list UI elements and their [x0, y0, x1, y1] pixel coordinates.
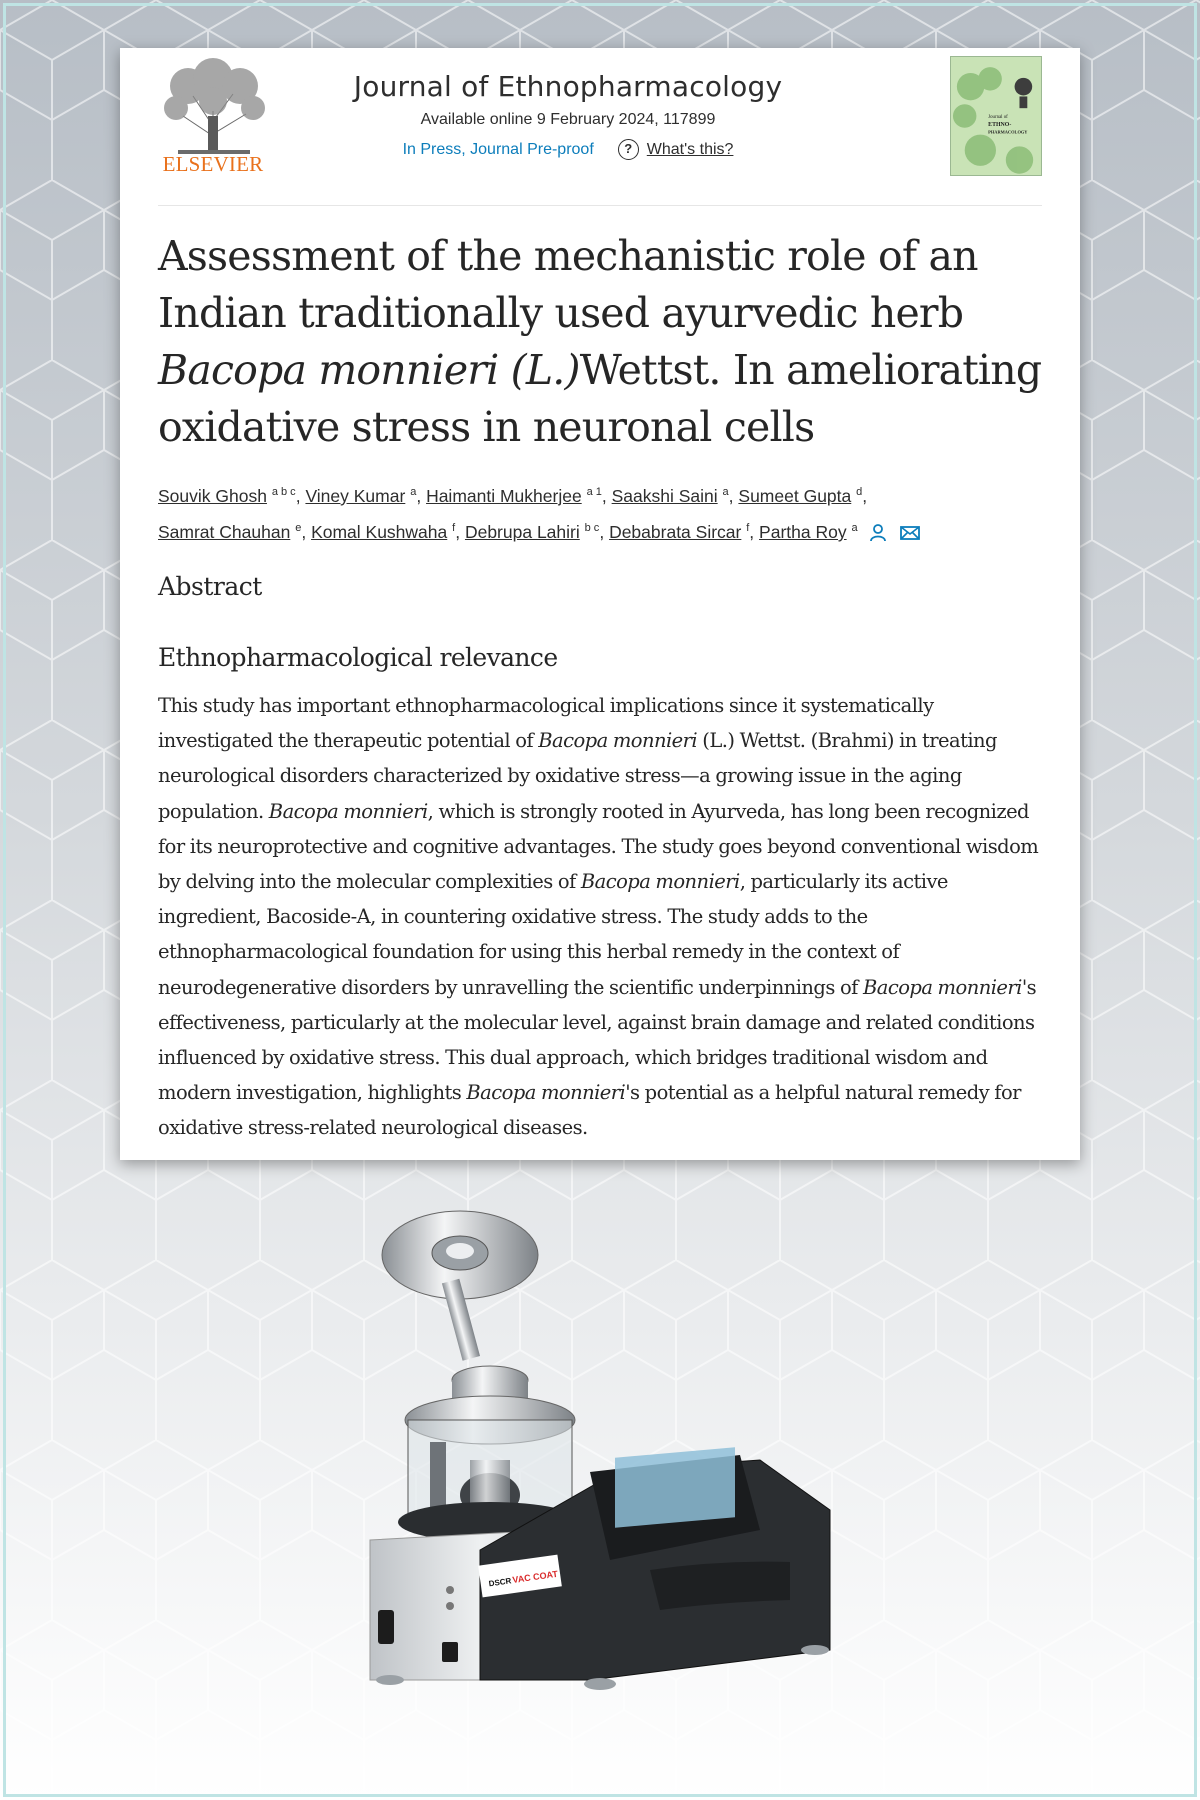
device-label-model: DSCR: [488, 1576, 512, 1589]
species-name: Bacopa monnieri: [268, 799, 428, 823]
author-entry[interactable]: [465, 522, 609, 542]
author-separator: ,: [862, 486, 868, 506]
abstract-text: 's potential as a helpful natural remedy for oxidative stress-related neurological diseases.: [158, 1081, 1021, 1140]
author-separator: ,: [295, 486, 301, 506]
section-heading: Ethnopharmacological relevance: [158, 643, 558, 672]
abstract-text: This study has important ethnopharmacological implications since it systematically investigated the therapeutic potential of: [158, 694, 934, 753]
author-name[interactable]: Souvik Ghosh: [158, 486, 267, 506]
title-line-2: Indian traditionally used ayurvedic herb: [158, 289, 964, 337]
species-name: Bacopa monnieri: [862, 975, 1022, 999]
author-name[interactable]: Debrupa Lahiri: [464, 522, 580, 542]
title-line-4: oxidative stress in neuronal cells: [158, 403, 815, 451]
article-header: [158, 48, 1042, 206]
abstract-paragraph: [158, 688, 1042, 1146]
author-entry[interactable]: [738, 486, 867, 506]
author-separator: ,: [601, 486, 607, 506]
author-affiliation: f: [452, 522, 456, 535]
cover-title-line1: Journal of: [988, 114, 1008, 120]
author-affiliation: e: [295, 522, 302, 535]
species-name: Bacopa monnieri: [466, 1081, 626, 1105]
journal-info: [338, 70, 798, 160]
abstract-text: 's effectiveness, particularly at the molecular level, against brain damage and related conditions influenced by oxidative stress. This dual approach, which bridges traditional wisdom and modern investigation, highlights: [158, 975, 1037, 1105]
author-affiliation: a: [722, 486, 729, 499]
author-entry[interactable]: [612, 486, 739, 506]
author-list: [158, 478, 1042, 550]
sputter-coater-device-illustration: [360, 1210, 840, 1700]
author-affiliation: f: [746, 522, 750, 535]
author-name[interactable]: Debabrata Sircar: [609, 522, 742, 542]
author-name[interactable]: Viney Kumar: [305, 486, 406, 506]
author-affiliation: a 1: [586, 486, 602, 499]
abstract-text: , particularly its active ingredient, Bacoside-A, in countering oxidative stress. The study adds to the ethnopharmacological foundation for using this herbal remedy in the context of neurodegenerative disorders by unravelling the scientific underpinnings of: [158, 870, 948, 999]
author-entry[interactable]: [426, 486, 612, 506]
author-separator: ,: [728, 486, 734, 506]
author-name[interactable]: Saakshi Saini: [611, 486, 718, 506]
author-separator: ,: [599, 522, 605, 542]
abstract-text: , which is strongly rooted in Ayurveda, has long been recognized for its neuroprotective and cognitive advantages. The study goes beyond conventional wisdom by delving into the molecular complexities of: [158, 799, 1039, 894]
author-separator: ,: [749, 522, 755, 542]
author-name[interactable]: Samrat Chauhan: [158, 522, 291, 542]
author-name[interactable]: Sumeet Gupta: [738, 486, 852, 506]
title-line-3-rest: Wettst. In ameliorating: [579, 346, 1042, 394]
article-card: [120, 48, 1080, 1160]
author-name[interactable]: Partha Roy: [759, 522, 847, 542]
title-line-1: Assessment of the mechanistic role of an: [158, 232, 978, 280]
author-name[interactable]: Haimanti Mukherjee: [426, 486, 582, 506]
cover-title-line3: PHARMACOLOGY: [988, 129, 1028, 135]
author-separator: ,: [455, 522, 461, 542]
device-label-brand: VAC COAT: [511, 1568, 559, 1586]
author-entry[interactable]: [759, 522, 858, 542]
article-title: [158, 228, 1042, 456]
availability-date: Available online 9 February 2024, 117899: [420, 111, 716, 128]
author-affiliation: a b c: [271, 486, 296, 499]
title-line-3-italic: Bacopa monnieri (L.): [158, 346, 580, 394]
author-name[interactable]: Komal Kushwaha: [311, 522, 448, 542]
author-separator: ,: [301, 522, 307, 542]
journal-title[interactable]: Journal of Ethnopharmacology: [353, 70, 783, 103]
species-name: Bacopa monnieri: [538, 729, 698, 753]
author-separator: ,: [416, 486, 422, 506]
author-entry[interactable]: [305, 486, 426, 506]
journal-cover-thumbnail[interactable]: [950, 56, 1042, 176]
person-icon[interactable]: [868, 523, 888, 543]
journal-status-links: [338, 139, 798, 160]
author-affiliation: a: [851, 522, 858, 535]
whats-this-link[interactable]: What's this?: [646, 140, 734, 158]
author-entry[interactable]: [158, 522, 311, 542]
abstract-text: (L.) Wettst. (Brahmi) in treating neurological disorders characterized by oxidative stress—a growing issue in the aging population.: [158, 729, 997, 823]
email-icon[interactable]: [899, 524, 921, 542]
author-entry[interactable]: [311, 522, 465, 542]
species-name: Bacopa monnieri: [580, 870, 740, 894]
help-icon[interactable]: ?: [618, 139, 639, 160]
abstract-heading: Abstract: [158, 572, 262, 601]
author-affiliation: d: [856, 486, 863, 499]
in-press-link[interactable]: In Press, Journal Pre-proof: [402, 140, 594, 158]
author-entry[interactable]: [609, 522, 759, 542]
cover-title-line2: ETHNO-: [988, 121, 1012, 128]
author-affiliation: a: [410, 486, 417, 499]
publisher-name: ELSEVIER: [162, 152, 264, 176]
author-affiliation: b c: [584, 522, 600, 535]
author-entry[interactable]: [158, 486, 305, 506]
